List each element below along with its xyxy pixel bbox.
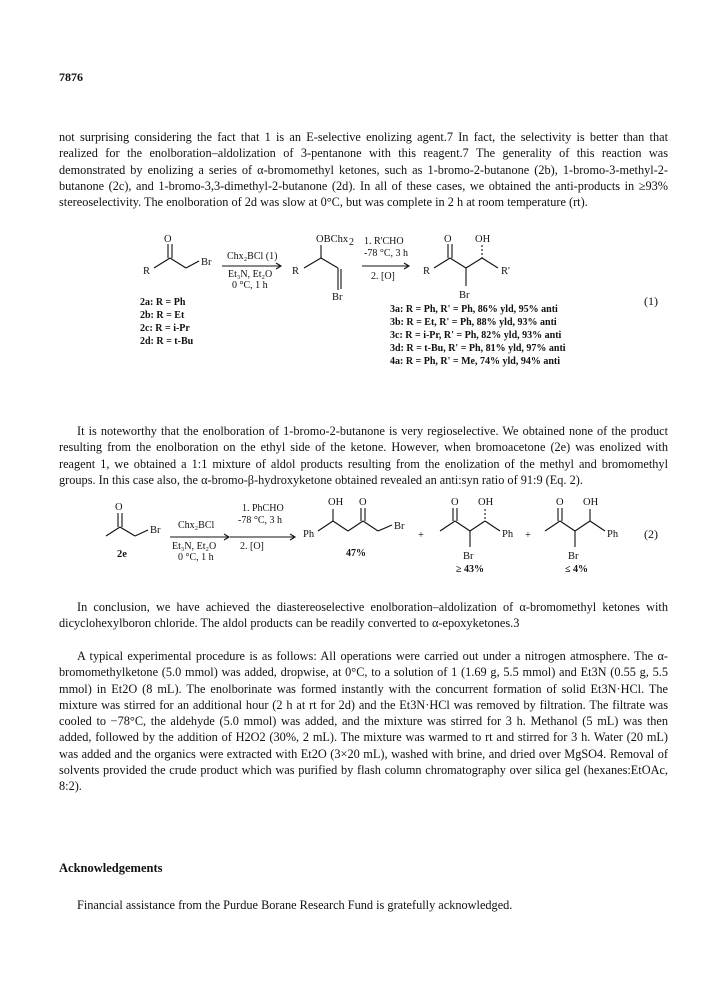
substrate-2e-label: 2e: [117, 549, 127, 560]
plus-sign-2: +: [525, 530, 531, 541]
bromine-label-s2b: Br: [394, 521, 405, 532]
page-number: 7876: [59, 70, 83, 84]
bromine-label-s2d: Br: [568, 551, 579, 562]
substrate-2c: 2c: R = i-Pr: [140, 323, 190, 334]
phenyl-label-2: Ph: [502, 529, 514, 540]
temperature-label: -78 °C, 3 h: [364, 248, 408, 259]
product-3d: 3d: R = t-Bu, R' = Ph, 81% yld, 97% anti: [390, 343, 566, 354]
bromoacetone-structure: [106, 502, 161, 560]
temperature-label-s2: -78 °C, 3 h: [238, 515, 282, 526]
phenyl-label: Ph: [303, 529, 315, 540]
product-bromo-aldol-anti: [440, 497, 514, 575]
r-prime-label: R': [501, 266, 510, 277]
substrate-2a: 2a: R = Ph: [140, 297, 186, 308]
yield-label-3: ≤ 4%: [565, 564, 588, 575]
oxygen-label-s2: O: [115, 502, 123, 513]
reaction-arrow-4: [230, 503, 295, 552]
hydroxyl-label: OH: [475, 234, 491, 245]
substrate-2d: 2d: R = t-Bu: [140, 336, 194, 347]
paragraph-regioselectivity: It is noteworthy that the enolboration of 1-bromo-2-butanone is very regioselective. We obtained none of the product resulting from the enolboration on the ethyl side of the ketone. However, when bromoacetone (2e) was enolized with reagent 1, we obtained a 1:1 mixture of aldol products resulting from the enolization of the methyl and bromomethyl groups. In this case also, the α-bromo-β-hydroxyketone obtained revealed an anti:syn ratio of 91:9 (Eq. 2).: [59, 424, 668, 487]
oxygen-label-s2c: O: [451, 497, 459, 508]
product-methyl-aldol: [303, 497, 405, 559]
product-3c: 3c: R = i-Pr, R' = Ph, 82% yld, 93% anti: [390, 330, 562, 341]
aldehyde-label-s2: 1. PhCHO: [242, 503, 284, 514]
oboron-label: OBChx: [316, 234, 349, 245]
reagent-label-s2: Chx₂BCl: [178, 520, 215, 531]
product-bromo-aldol-syn: [545, 497, 619, 575]
hydroxyl-label-s2: OH: [328, 497, 344, 508]
oxygen-label: O: [164, 234, 172, 245]
reaction-arrow-3: [170, 520, 229, 563]
paragraph-conclusion: In conclusion, we have achieved the diastereoselective enolboration–aldolization of α-bromomethyl ketones with dicyclohexylboron chloride. The aldol products can be readily converted to α-epoxyketones.3: [59, 600, 668, 631]
reagent-label: Chx₂BCl (1): [227, 251, 278, 262]
bromine-label-3: Br: [459, 290, 470, 301]
hydroxyl-label-s2b: OH: [478, 497, 494, 508]
oxygen-label-s2b: O: [359, 497, 367, 508]
oxidation-label: 2. [O]: [371, 271, 395, 282]
r-group-label-3: R: [423, 266, 431, 277]
bromine-label: Br: [201, 257, 212, 268]
r-group-label: R: [143, 266, 151, 277]
equation-number-2: (2): [644, 527, 658, 541]
acknowledgements-text: Financial assistance from the Purdue Borane Research Fund is gratefully acknowledged.: [77, 898, 513, 912]
conditions-label: Et₃N, Et₂O: [228, 269, 273, 280]
aldehyde-label: 1. R'CHO: [364, 236, 404, 247]
acknowledgements-heading: Acknowledgements: [59, 861, 163, 875]
conditions-label-2: 0 °C, 1 h: [232, 280, 268, 291]
paragraph-experimental: A typical experimental procedure is as follows: All operations were carried out under a nitrogen atmosphere. The α-bromomethylketone (5.0 mmol) was added, dropwise, at 0°C, to a solution of 1 (1.69 g, 5.5 mmol) and Et3N (0.55 g, 5.5 mmol) in Et2O (8 mL). The enolborinate was formed instantly with the concurrent formation of solid Et3N·HCl. The mixture was stirred for an additional hour (2 h at rt for 2d) and the Et3N·HCl was removed by filtration. The filtrate was cooled to −78°C, the aldehyde (5.0 mmol) was added, and the mixture was stirred for 3 h. Methanol (5 mL) was then added, followed by the addition of H2O2 (30%, 2 mL). The mixture was warmed to rt and stirred for 3 h. Water (20 mL) was added and the organics were extracted with Et2O (3×20 mL), washed with brine, and dried over MgSO4. Removal of solvents provided the crude product which was purified by flash column chromatography over silica gel (hexanes:EtOAc, 8:2).: [59, 649, 668, 794]
product-3a: 3a: R = Ph, R' = Ph, 86% yld, 95% anti: [390, 304, 558, 315]
bromine-label-2: Br: [332, 292, 343, 303]
paragraph-intro: not surprising considering the fact that 1 is an E-selective enolizing agent.7 In fact, the selectivity is better than that realized for the enolboration–aldolization of 3-pentanone with this reagent.7 The generality of this reaction was demonstrated by enolizing a series of α-bromomethyl ketones, such as 1-bromo-2-butanone (2b), 1-bromo-3-methyl-2-butanone (2c), and 1-bromo-3,3-dimethyl-2-butanone (2d). In all of these cases, we obtained the anti-products in ≥93% stereoselectivity. The enolboration of 2d was slow at 0°C, but was complete in 2 h at room temperature (rt).: [59, 130, 668, 210]
conditions-label-s2b: 0 °C, 1 h: [178, 552, 214, 563]
r-group-label-2: R: [292, 266, 300, 277]
product-4a: 4a: R = Ph, R' = Me, 74% yld, 94% anti: [390, 356, 561, 367]
oxygen-label-2: O: [444, 234, 452, 245]
plus-sign: +: [418, 530, 424, 541]
conditions-label-s2: Et₃N, Et₂O: [172, 541, 217, 552]
oxidation-label-s2: 2. [O]: [240, 541, 264, 552]
bromine-label-s2c: Br: [463, 551, 474, 562]
oxygen-label-s2d: O: [556, 497, 564, 508]
equation-number-1: (1): [644, 294, 658, 308]
hydroxyl-label-s2c: OH: [583, 497, 599, 508]
bromine-label-s2: Br: [150, 525, 161, 536]
substrate-2b: 2b: R = Et: [140, 310, 185, 321]
svg-text:2: 2: [349, 237, 354, 248]
product-3b: 3b: R = Et, R' = Ph, 88% yld, 93% anti: [390, 317, 557, 328]
yield-label-1: 47%: [346, 548, 366, 559]
yield-label-2: ≥ 43%: [456, 564, 484, 575]
phenyl-label-3: Ph: [607, 529, 619, 540]
